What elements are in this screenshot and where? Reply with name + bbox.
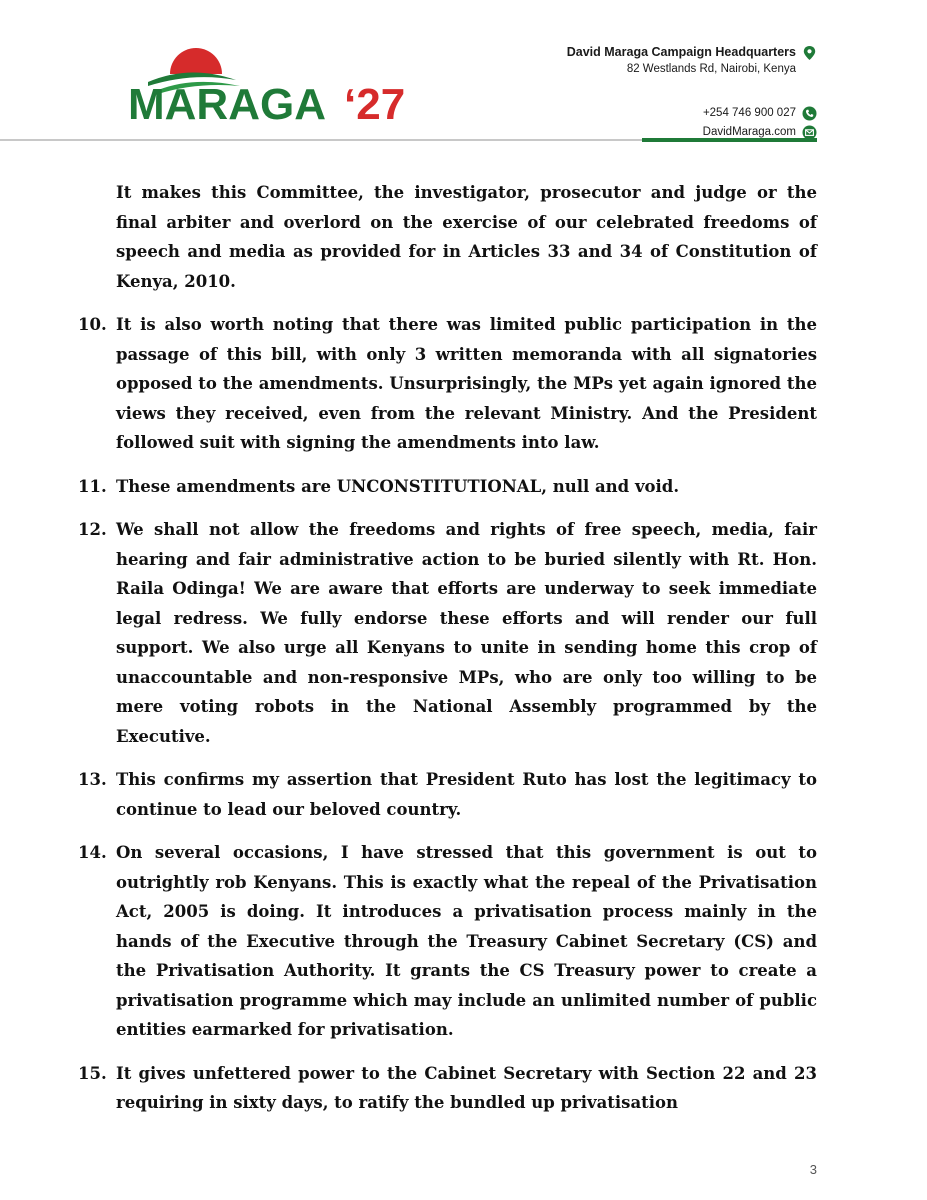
paragraph-number: 11.: [78, 476, 107, 496]
paragraph-number: 15.: [78, 1063, 107, 1083]
paragraph-continuation: [78, 178, 817, 296]
paragraph-number: [78, 178, 116, 296]
document-body: [78, 178, 817, 1132]
paragraph-14: [78, 838, 817, 1045]
hq-title: David Maraga Campaign Headquarters: [566, 45, 796, 59]
paragraph-text: It makes this Committee, the investigator, prosecutor and judge or the final arbiter and overlord on the exercise of our celebrated freedoms of speech and media as provided for in Articles 33 and 34 of Constitution of Kenya, 2010.: [116, 183, 817, 291]
header-rule-gray: [0, 139, 642, 141]
logo-text: MARAGA: [128, 80, 326, 129]
page-number: 3: [809, 1162, 817, 1177]
paragraph-number: 14.: [78, 843, 107, 862]
paragraph-13: [78, 765, 817, 824]
paragraph-number: 10.: [78, 315, 107, 334]
contact-block: [567, 44, 817, 140]
campaign-logo: [128, 40, 448, 130]
header-rule-green: [642, 138, 817, 142]
location-pin-icon: [802, 45, 817, 60]
logo-sun-icon: [170, 48, 222, 74]
paragraph-10: [78, 310, 817, 458]
paragraph-text: On several occasions, I have stressed that this government is out to outrightly rob Kenyans. This is exactly what the repeal of the Privatisation Act, 2005 is doing. It introduces a privatisation process mainly in the hands of the Executive through the Treasury Cabinet Secretary (CS) and the Privatisation Authority. It grants the CS Treasury power to create a privatisation programme which may include an unlimited number of public entities earmarked for privatisation.: [116, 843, 817, 1039]
paragraph-15: [78, 1059, 817, 1118]
paragraph-text: It gives unfettered power to the Cabinet Secretary with Section 22 and 23 requiring in sixty days, to ratify the bundled up privatisation: [116, 1063, 817, 1112]
logo-year: ‘27: [344, 80, 406, 129]
paragraph-12: [78, 515, 817, 751]
paragraph-number: 13.: [78, 770, 107, 789]
address: 82 Westlands Rd, Nairobi, Kenya: [626, 63, 796, 75]
paragraph-number: 12.: [78, 520, 107, 539]
phone-number: +254 746 900 027: [702, 107, 796, 119]
paragraph-11: [78, 472, 817, 502]
paragraph-text: This confirms my assertion that President Ruto has lost the legitimacy to continue to lead our beloved country.: [116, 770, 817, 819]
paragraph-text: We shall not allow the freedoms and rights of free speech, media, fair hearing and fair administrative action to be buried silently with Rt. Hon. Raila Odinga! We are aware that efforts are underway to seek immediate legal redress. We fully endorse these efforts and will render our full support. We also urge all Kenyans to unite in sending home this crop of unaccountable and non-responsive MPs, who are only too willing to be mere voting robots in the National Assembly programmed by the Executive.: [116, 520, 817, 746]
website: DavidMaraga.com: [702, 126, 796, 138]
phone-icon: [802, 106, 817, 121]
paragraph-text: It is also worth noting that there was limited public participation in the passage of this bill, with only 3 written memoranda with all signatories opposed to the amendments. Unsurprisingly, the MPs yet again ignored the views they received, even from the relevant Ministry. And the President followed suit with signing the amendments into law.: [116, 315, 817, 452]
paragraph-text: These amendments are UNCONSTITUTIONAL, null and void.: [116, 476, 680, 496]
